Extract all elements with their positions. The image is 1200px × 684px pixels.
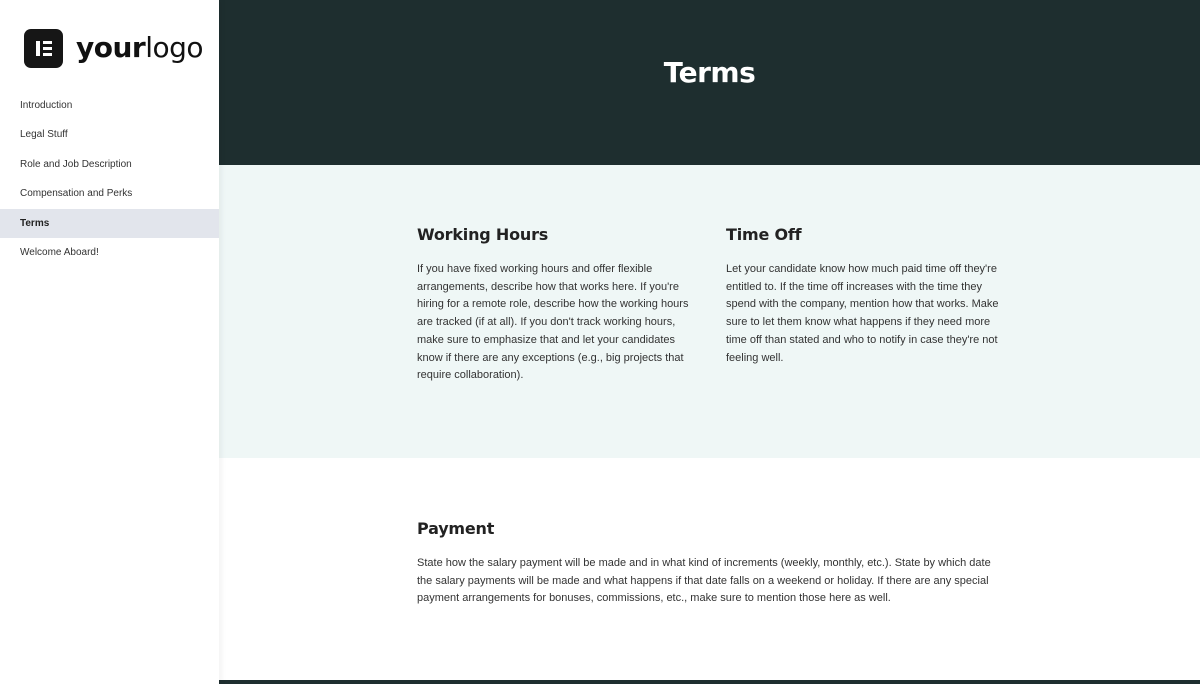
time-off-block <box>726 225 1011 367</box>
logo-mark-icon <box>24 29 63 68</box>
payment-section <box>219 458 1200 680</box>
nav-item-welcome-aboard[interactable]: Welcome Aboard! <box>20 246 99 258</box>
time-off-heading: Time Off <box>726 225 802 244</box>
sidebar-nav <box>0 91 219 267</box>
nav-item-compensation-and-perks[interactable]: Compensation and Perks <box>20 188 133 200</box>
hero-banner <box>219 0 1200 165</box>
nav-item-legal-stuff[interactable]: Legal Stuff <box>20 129 68 141</box>
hours-timeoff-section <box>219 165 1200 458</box>
nav-item-terms[interactable]: Terms <box>0 209 219 238</box>
working-hours-text: If you have fixed working hours and offer flexible arrangements, describe how that works here. If you're hiring for a remote role, describe how the working hours are tracked (if at all). If you don't track working hours, make sure to emphasize that and let your candidates know if there are any exceptions (e.g., big projects that require collaboration). <box>417 263 689 382</box>
working-hours-heading: Working Hours <box>417 225 549 244</box>
time-off-text: Let your candidate know how much paid time off they're entitled to. If the time off increases with the time they spend with the company, mention how that works. Make sure to let them know what happens if they need more time off than stated and who to notify in case they're not feeling well. <box>726 263 999 364</box>
sidebar <box>0 0 219 684</box>
nav-item-introduction[interactable]: Introduction <box>20 100 73 111</box>
payment-block <box>417 519 1007 608</box>
logo[interactable] <box>24 28 203 68</box>
page-title: Terms <box>663 56 756 89</box>
footer-strip <box>219 680 1200 684</box>
payment-heading: Payment <box>417 519 495 538</box>
nav-item-role-and-job-description[interactable]: Role and Job Description <box>20 158 132 170</box>
logo-text: yourlogo <box>76 31 204 64</box>
payment-text: State how the salary payment will be made and in what kind of increments (weekly, monthly, etc.). State by which date the salary payments will be made and what happens if that date falls on a weekend or holiday. If there are any special payment arrangements for bonuses, commissions, etc., make sure to mention those here as well. <box>417 557 991 605</box>
working-hours-block <box>417 225 702 385</box>
